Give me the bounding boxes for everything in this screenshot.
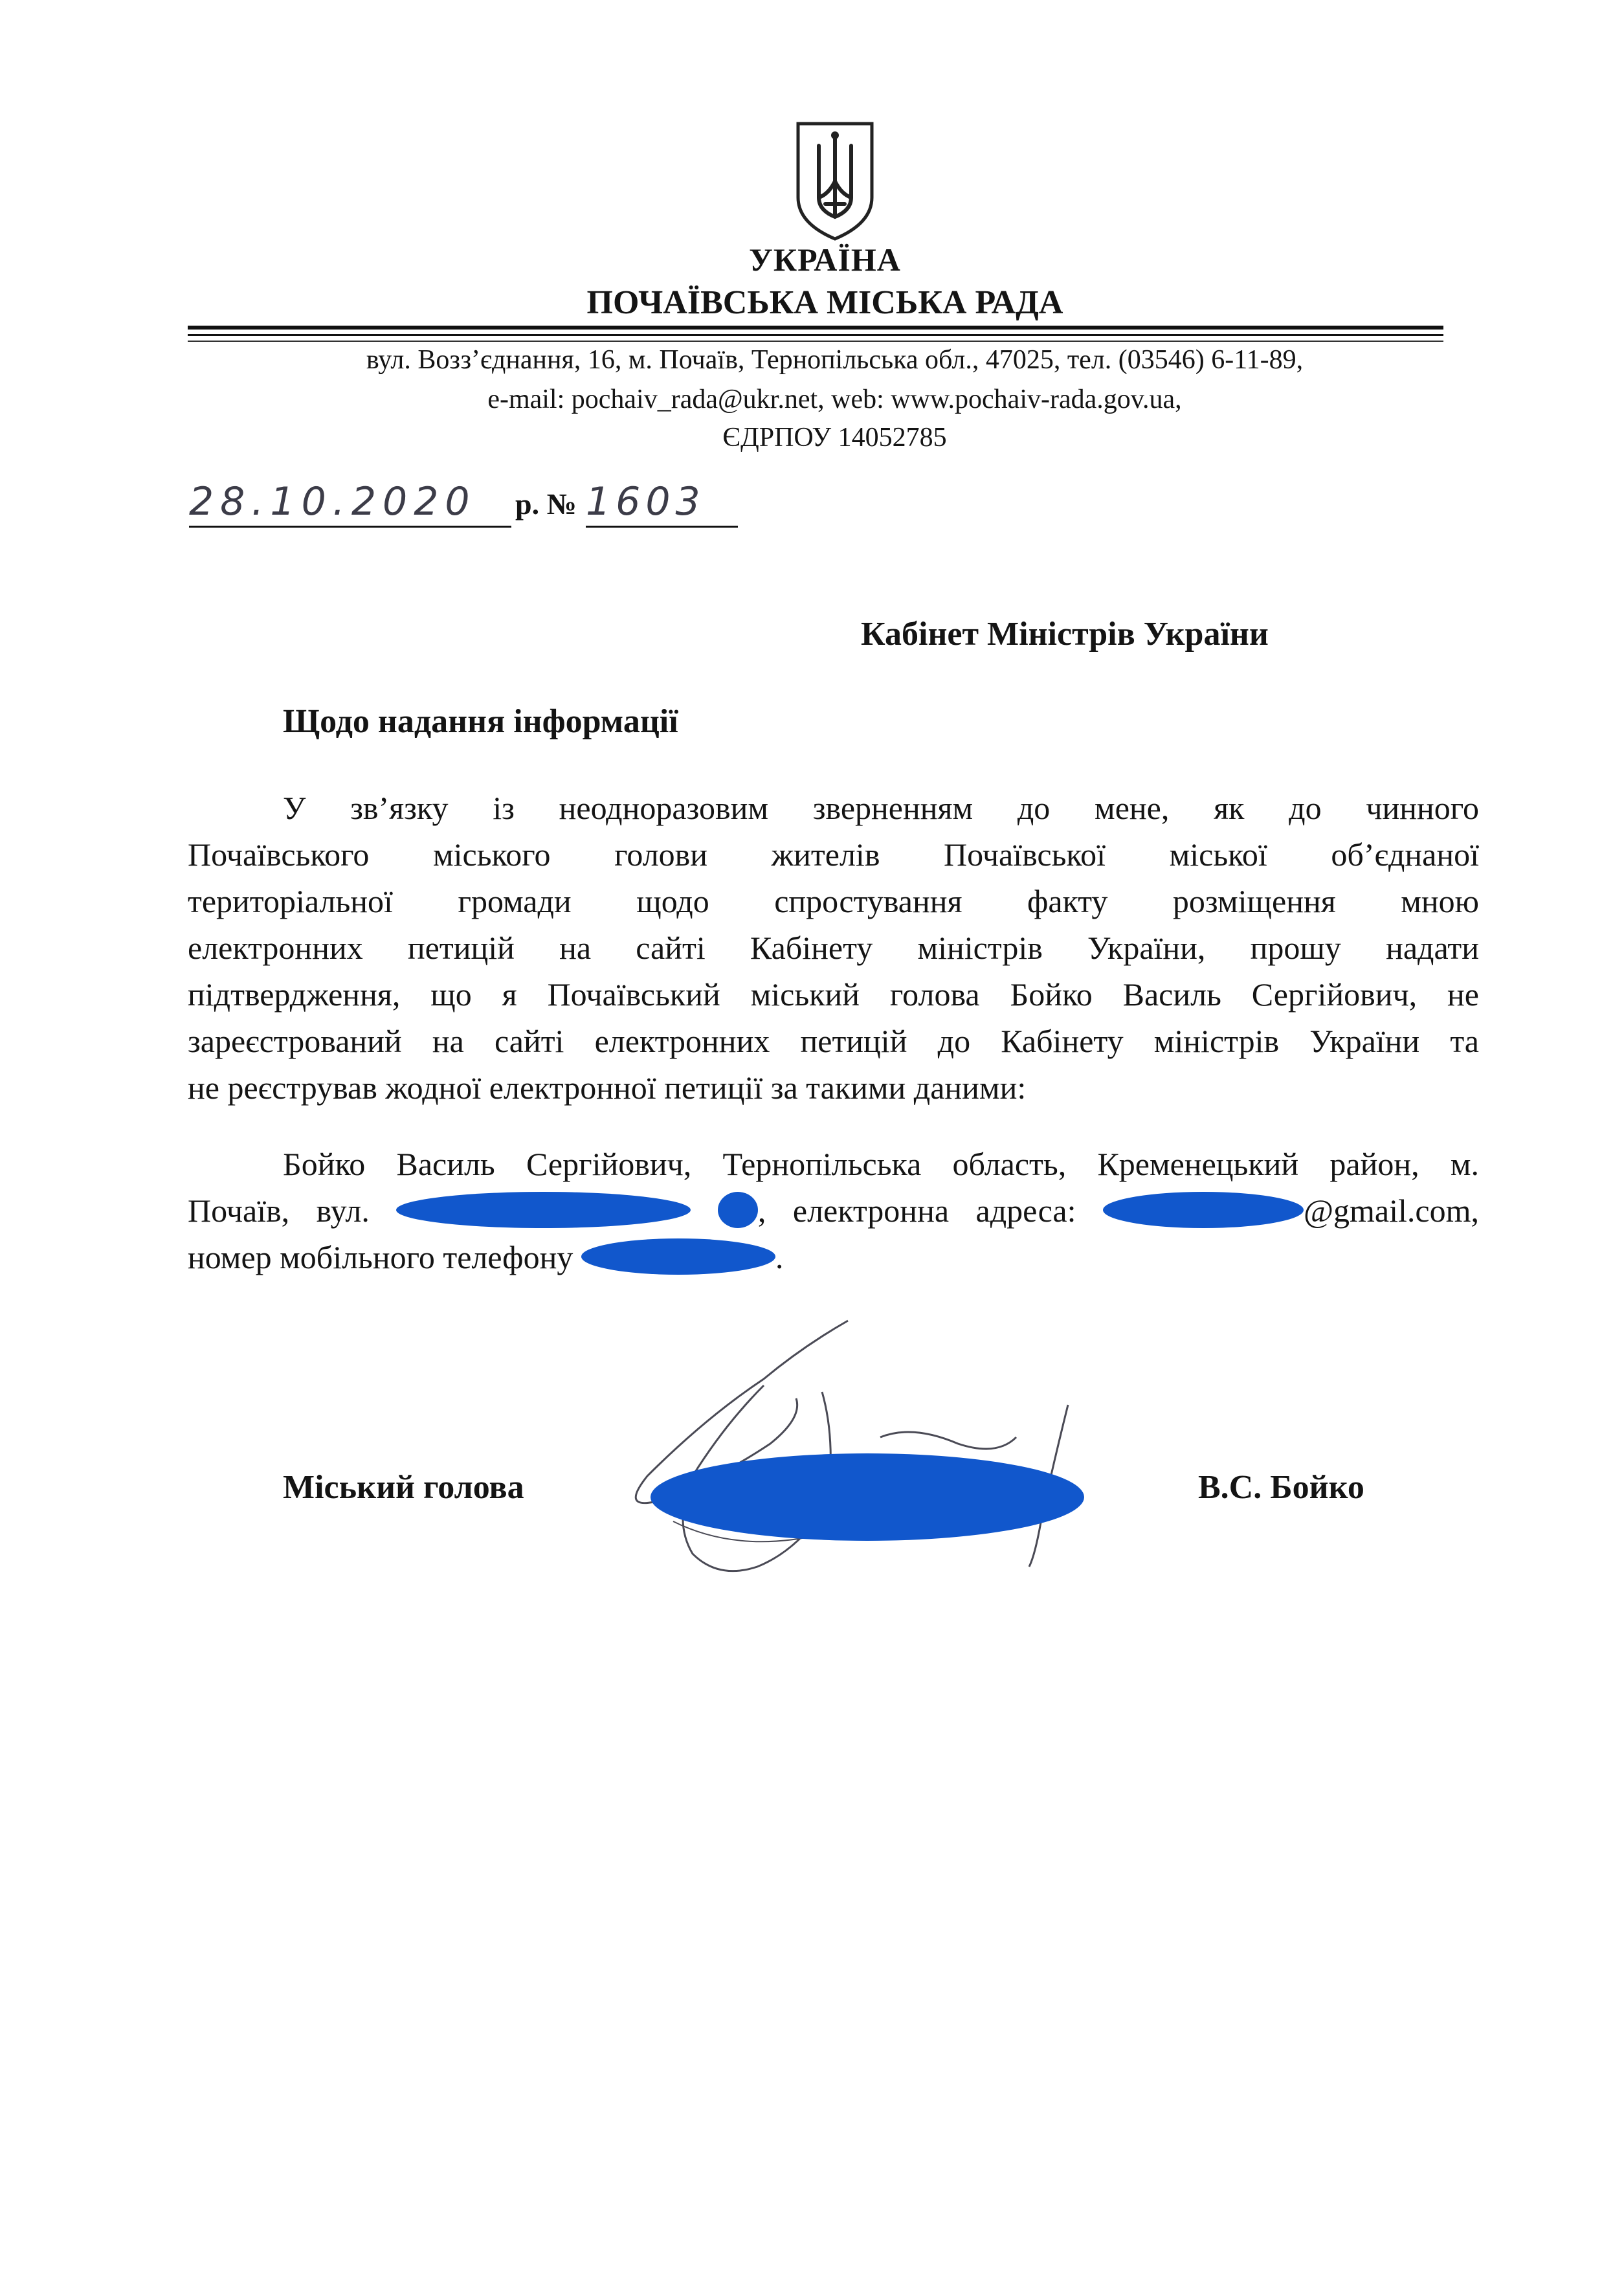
- registration-date: 28.10.2020: [189, 479, 511, 528]
- subject-line: Щодо надання інформації: [283, 703, 678, 740]
- redacted-street: [396, 1192, 691, 1228]
- body-line: не реєстрував жодної електронної петиції за такими даними:: [188, 1069, 1027, 1106]
- header-rule: [188, 341, 1443, 342]
- contact-edrpou: ЄДРПОУ 14052785: [722, 423, 947, 453]
- redacted-signature: [651, 1453, 1084, 1541]
- recipient: Кабінет Міністрів України: [861, 616, 1269, 653]
- header-rule: [188, 326, 1443, 330]
- signatory-name: В.С. Бойко: [1198, 1469, 1364, 1506]
- header-rule: [188, 334, 1443, 336]
- email-domain: @gmail.com,: [1304, 1192, 1479, 1229]
- body-line: [188, 1234, 1479, 1281]
- body-line: Почаївського міського голови жителів Почаївської міської об’єднаної: [188, 836, 1479, 873]
- header-council: ПОЧАЇВСЬКА МІСЬКА РАДА: [586, 284, 1063, 321]
- redacted-email: [1103, 1192, 1304, 1228]
- body-paragraph-2: [188, 1141, 1479, 1281]
- body-line: територіальної громади щодо спростування факту розміщення мною: [188, 883, 1479, 919]
- signatory-title: Міський голова: [283, 1469, 524, 1506]
- registration-number: 1603: [586, 479, 738, 528]
- redacted-phone: [581, 1238, 775, 1275]
- contact-address: вул. Возз’єднання, 16, м. Почаїв, Тернопільська обл., 47025, тел. (03546) 6-11-89,: [366, 345, 1304, 375]
- body-line: підтвердження, що я Почаївський міський голова Бойко Василь Сергійович, не: [188, 976, 1479, 1013]
- redacted-house: [718, 1192, 758, 1228]
- phone-label: номер мобільного телефону: [188, 1239, 573, 1275]
- registration-number-label: р. №: [515, 487, 577, 521]
- body-line: У зв’язку із неодноразовим зверненням до мене, як до чинного: [283, 790, 1479, 826]
- street-label: Почаїв, вул.: [188, 1192, 370, 1229]
- ukraine-trident-icon: [793, 120, 877, 243]
- body-paragraph-1: [188, 785, 1479, 1111]
- email-label: , електронна адреса:: [757, 1192, 1076, 1229]
- body-line: зареєстрований на сайті електронних петицій до Кабінету міністрів України та: [188, 1023, 1479, 1059]
- header-country: УКРАЇНА: [749, 241, 901, 278]
- body-line: Бойко Василь Сергійович, Тернопільська область, Кременецький район, м.: [283, 1146, 1479, 1182]
- body-line: електронних петицій на сайті Кабінету міністрів України, прошу надати: [188, 930, 1479, 966]
- body-line: [188, 1187, 1479, 1234]
- phone-end: .: [775, 1239, 784, 1275]
- contact-email-web: e-mail: pochaiv_rada@ukr.net, web: www.pochaiv-rada.gov.ua,: [487, 385, 1182, 414]
